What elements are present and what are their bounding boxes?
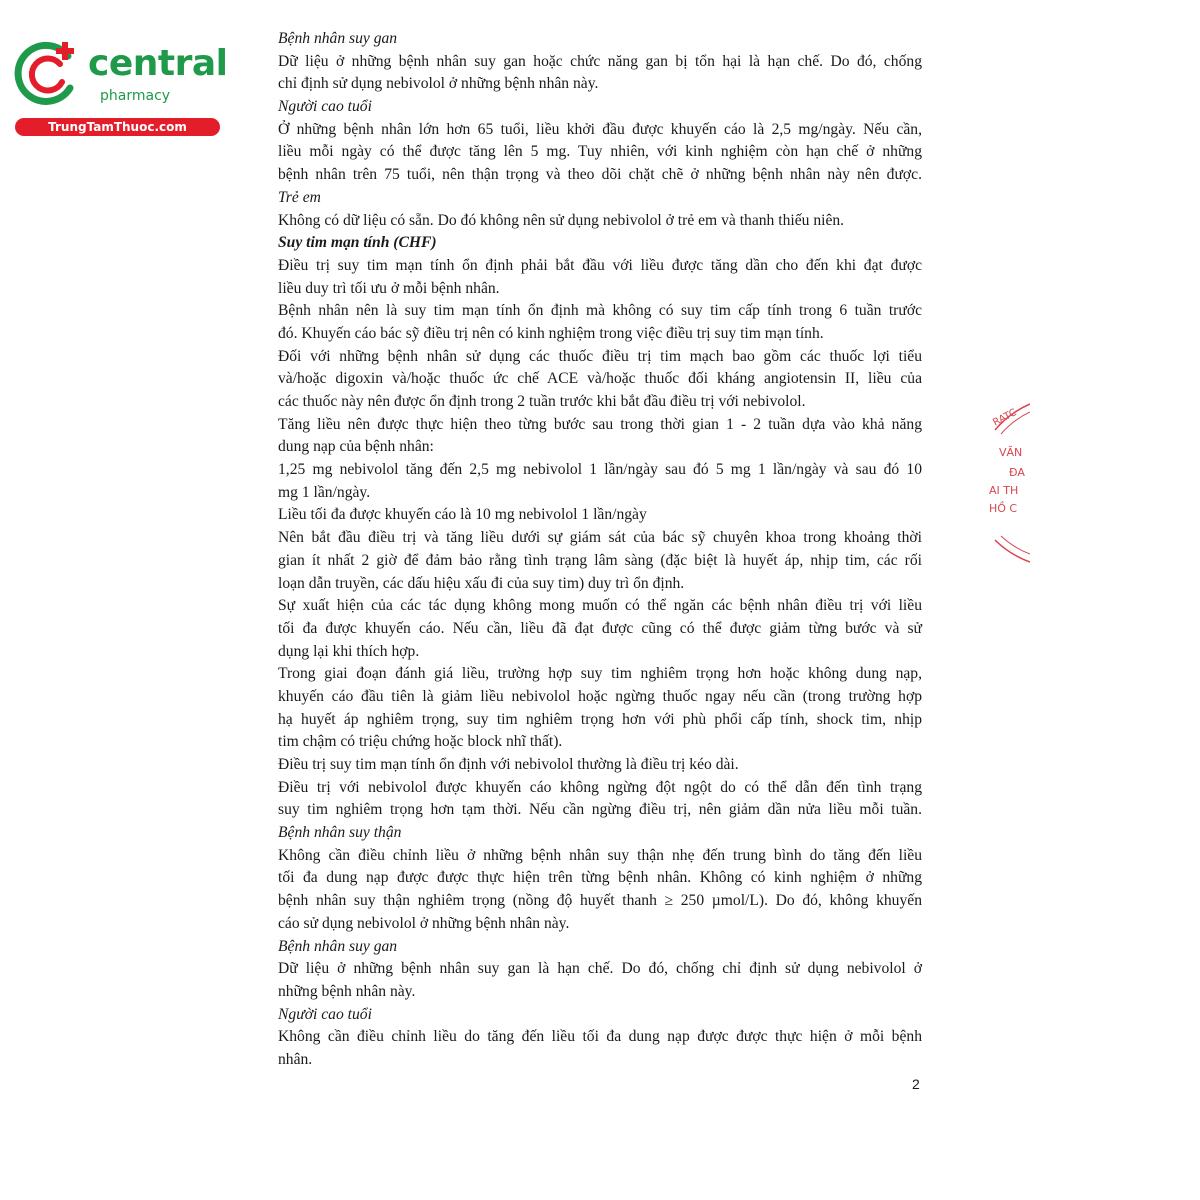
text-line: Không có dữ liệu có sẵn. Do đó không nên sử dụng nebivolol ở trẻ em và thanh thiếu niên.: [278, 211, 845, 229]
text-line: suy tim nghiêm trọng hơn tạm thời. Nếu cần ngừng điều trị, nên giảm dần nửa liều mỗi tuần.: [278, 801, 922, 819]
text-line: gian ít nhất 2 giờ để đảm bảo rằng tình trạng lâm sàng (đặc biệt là huyết áp, nhịp tim, các rối: [278, 551, 922, 569]
stamp-text: ĐA: [1009, 466, 1025, 479]
text-line: chỉ định sử dụng nebivolol ở những bệnh nhân này.: [278, 75, 599, 93]
text-line: các thuốc này nên được ổn định trong 2 tuần trước khi bắt đầu điều trị với nebivolol.: [278, 393, 806, 410]
section-heading: Bệnh nhân suy thận: [278, 824, 402, 842]
text-line: Tăng liều nên được thực hiện theo từng bước sau trong thời gian 1 - 2 tuần dựa vào khả năng: [278, 415, 922, 433]
text-line: dung nạp của bệnh nhân:: [278, 438, 434, 456]
text-line: những bệnh nhân này.: [278, 982, 416, 1000]
text-line: nhân.: [278, 1050, 313, 1068]
text-line: tối đa dung nạp được được thực hiện trên từng bệnh nhân. Không có kinh nghiệm ở những: [278, 869, 922, 887]
section-heading: Bệnh nhân suy gan: [278, 30, 398, 47]
stamp-text: RATC: [991, 407, 1019, 429]
text-line: Sự xuất hiện của các tác dụng không mong muốn có thể ngăn các bệnh nhân điều trị với liều: [278, 597, 922, 615]
text-line: Điều trị suy tim mạn tính ổn định với nebivolol thường là điều trị kéo dài.: [278, 756, 739, 773]
text-line: tối đa được khuyến cáo. Nếu cần, liều đã đạt được cũng có thể được giảm từng bước và sử: [278, 619, 922, 637]
text-line: 1,25 mg nebivolol tăng đến 2,5 mg nebivolol 1 lần/ngày sau đó 5 mg 1 lần/ngày và sau đó 10: [278, 461, 922, 479]
text-line: khuyến cáo đầu tiên là giảm liều nebivolol hoặc ngừng thuốc ngay nếu cần (trong trường hợp: [278, 687, 922, 705]
stamp-text: HỒ C: [989, 502, 1018, 515]
logo-subtitle: pharmacy: [100, 88, 171, 104]
text-line: Không cần điều chỉnh liều do tăng đến liều tối đa dung nạp được được thực hiện ở mỗi bệnh: [278, 1028, 922, 1046]
document-page: [278, 28, 922, 1072]
page-number: 2: [912, 1076, 920, 1092]
text-line: Nên bắt đầu điều trị và tăng liều dưới sự giám sát của bác sỹ chuyên khoa trong khoảng thời: [278, 529, 922, 547]
text-line: Ở những bệnh nhân lớn hơn 65 tuổi, liều khởi đầu được khuyến cáo là 2,5 mg/ngày. Nếu cần,: [278, 120, 922, 138]
text-line: Dữ liệu ở những bệnh nhân suy gan là hạn chế. Do đó, chống chỉ định sử dụng nebivolol ở: [278, 960, 922, 978]
text-line: loạn dẫn truyền, các dấu hiệu xấu đi của suy tim) duy trì ổn định.: [278, 574, 685, 592]
text-line: đó. Khuyến cáo bác sỹ điều trị nên có kinh nghiệm trong việc điều trị suy tim mạn tính.: [278, 324, 824, 342]
section-heading: Người cao tuổi: [278, 1005, 372, 1023]
text-line: mg 1 lần/ngày.: [278, 483, 371, 501]
text-line: cáo sử dụng nebivolol ở những bệnh nhân này.: [278, 914, 570, 932]
section-heading: Bệnh nhân suy gan: [278, 937, 398, 955]
section-heading: Người cao tuổi: [278, 98, 372, 116]
text-line: Đối với những bệnh nhân sử dụng các thuốc điều trị tim mạch bao gồm các thuốc lợi tiểu: [278, 347, 922, 365]
stamp-seal-icon: [985, 400, 1030, 570]
section-heading-bold: Suy tim mạn tính (CHF): [278, 234, 437, 252]
text-line: Điều trị với nebivolol được khuyến cáo không ngừng đột ngột do có thể dẫn đến tình trạng: [278, 778, 922, 796]
section-heading: Trẻ em: [278, 188, 321, 206]
text-line: Điều trị suy tim mạn tính ổn định phải bắt đầu với liều được tăng dần cho đến khi đạt được: [278, 256, 922, 274]
stamp-text: AI TH: [989, 484, 1019, 497]
text-line: Liều tối đa được khuyến cáo là 10 mg nebivolol 1 lần/ngày: [278, 506, 647, 524]
logo-wordmark: central: [88, 43, 228, 84]
text-line: dụng lại khi thích hợp.: [278, 642, 420, 660]
logo-url-badge: TrungTamThuoc.com: [15, 118, 220, 136]
cross-logo-icon: [10, 36, 90, 116]
central-pharmacy-logo: [10, 36, 228, 136]
text-line: Bệnh nhân nên là suy tim mạn tính ổn định mà không có suy tim cấp tính trong 6 tuần trước: [278, 302, 922, 320]
text-line: Trong giai đoạn đánh giá liều, trường hợp suy tim nghiêm trọng hơn hoặc không dung nạp,: [278, 665, 922, 683]
text-line: và/hoặc digoxin và/hoặc thuốc ức chế ACE và/hoặc thuốc đối kháng angiotensin II, liều của: [278, 370, 922, 388]
text-line: hạ huyết áp nghiêm trọng, suy tim nghiêm trọng hơn với phù phổi cấp tính, shock tim, nhịp: [278, 710, 922, 728]
text-line: bệnh nhân trên 75 tuổi, nên thận trọng và theo dõi chặt chẽ ở những bệnh nhân này nên được.: [278, 166, 922, 184]
stamp-text: VĂN: [999, 446, 1023, 459]
text-line: bệnh nhân suy thận nghiêm trọng (nồng độ huyết thanh ≥ 250 µmol/L). Do đó, không khuyến: [278, 892, 922, 910]
text-line: Không cần điều chỉnh liều ở những bệnh nhân suy thận nhẹ đến trung bình do tăng đến liều: [278, 846, 922, 864]
text-line: Dữ liệu ở những bệnh nhân suy gan hoặc chức năng gan bị tổn hại là hạn chế. Do đó, chống: [278, 52, 922, 70]
text-line: tim chậm có triệu chứng hoặc block nhĩ thất).: [278, 733, 563, 751]
text-line: liều mỗi ngày có thể được tăng lên 5 mg. Tuy nhiên, với kinh nghiệm còn hạn chế ở những: [278, 143, 922, 161]
text-line: liều duy trì tối ưu ở mỗi bệnh nhân.: [278, 279, 500, 297]
